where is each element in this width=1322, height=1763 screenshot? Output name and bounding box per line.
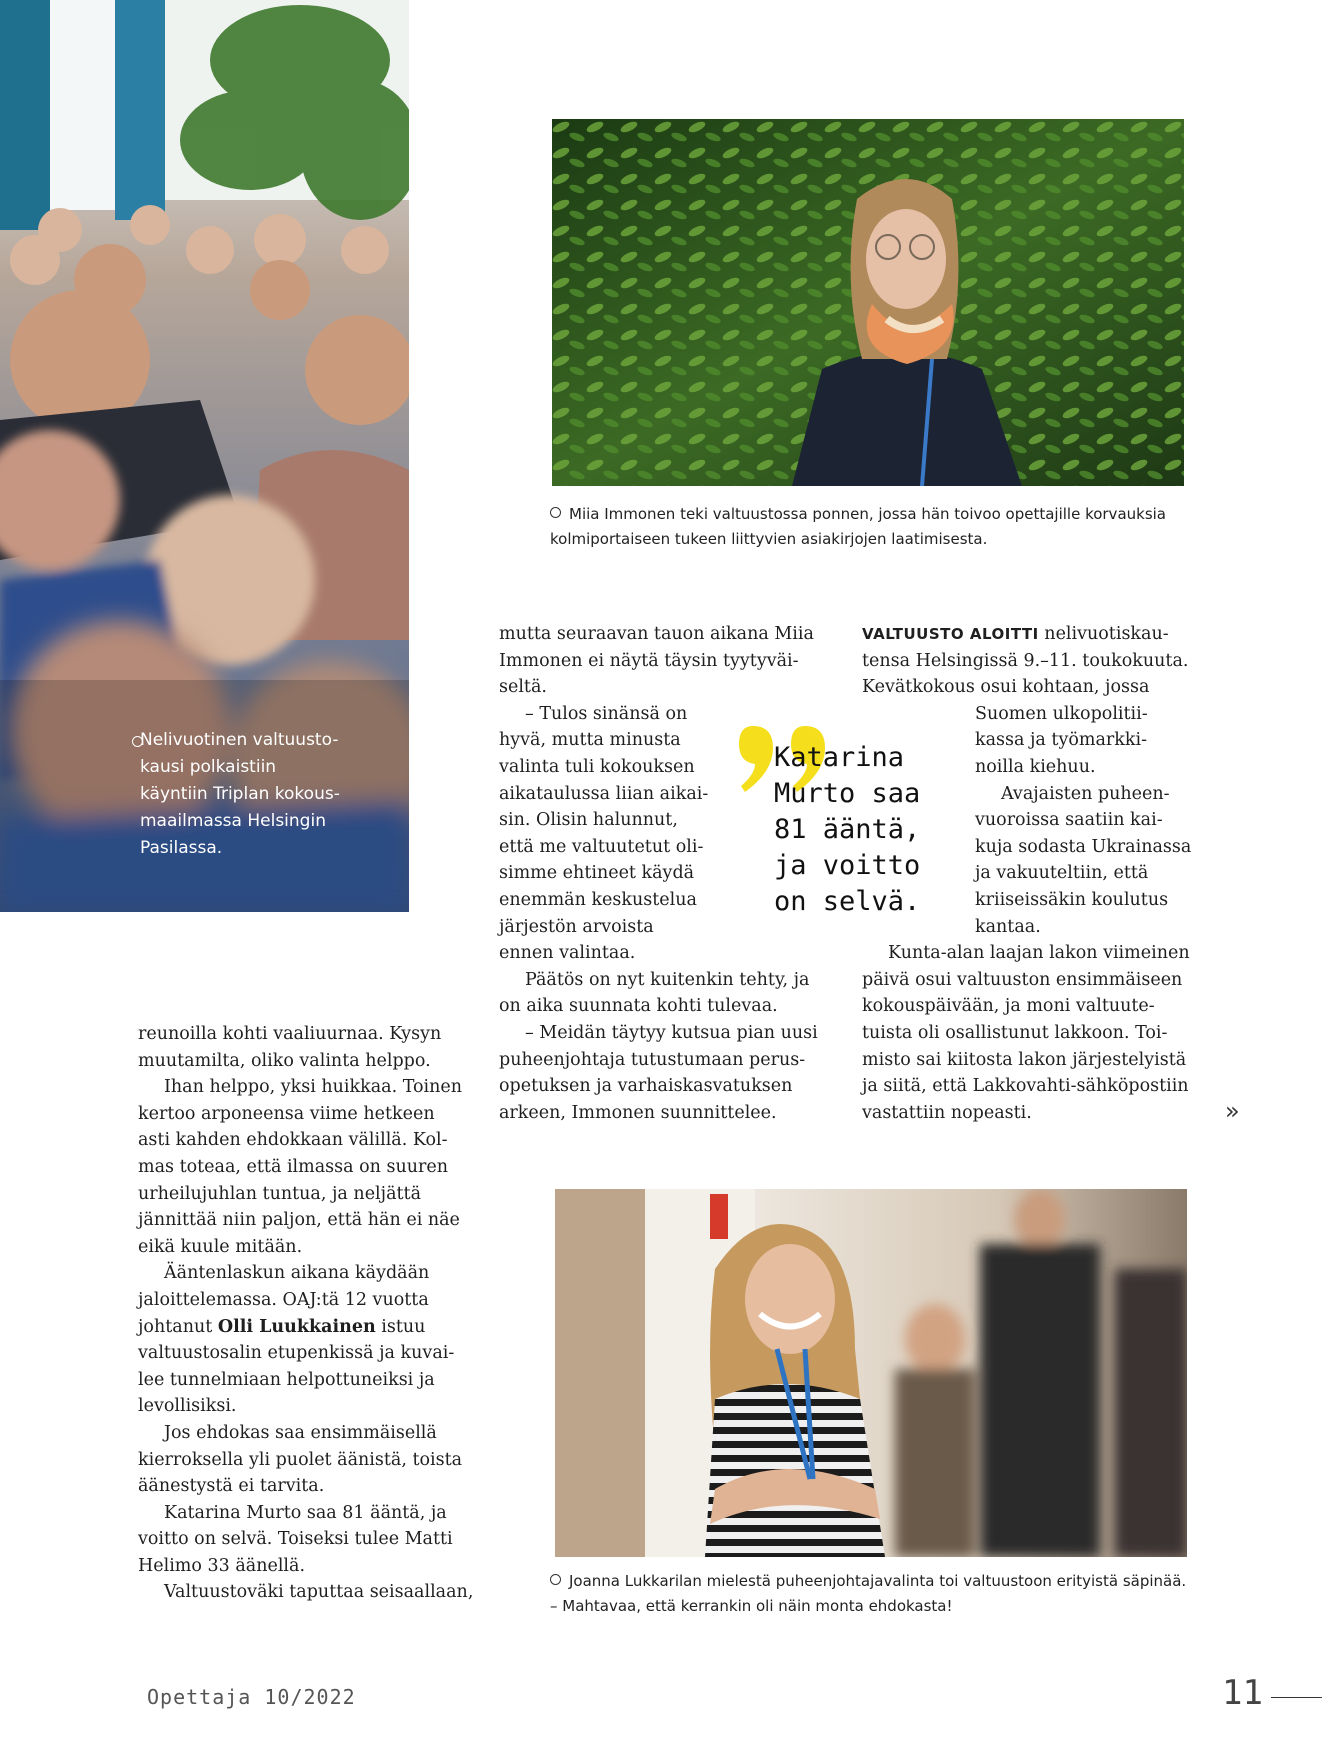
quote-line: ja voitto bbox=[774, 850, 921, 881]
article-column-3 bbox=[862, 621, 1192, 1126]
text-line: kantaa. bbox=[975, 916, 1041, 937]
text-line: aikataulussa liian aikai- bbox=[499, 783, 709, 804]
text-line: lee tunnelmiaan helpottuneiksi ja bbox=[138, 1369, 435, 1390]
publication-footer: Opettaja 10/2022 bbox=[147, 1685, 356, 1709]
text-line: Katarina Murto saa 81 ääntä, ja bbox=[164, 1502, 447, 1523]
text-line: voitto on selvä. Toiseksi tulee Matti bbox=[138, 1529, 453, 1550]
text-line: vastattiin nopeasti. bbox=[862, 1102, 1032, 1123]
text-line: sin. Olisin halunnut, bbox=[499, 810, 678, 831]
caption-line: Nelivuotinen valtuusto- bbox=[140, 730, 339, 750]
text-line: misto sai kiitosta lakon järjestelyistä bbox=[862, 1049, 1187, 1070]
text-line: Jos ehdokas saa ensimmäisellä bbox=[164, 1422, 437, 1443]
text-line: hyvä, mutta minusta bbox=[499, 730, 681, 751]
caption-bullet-icon bbox=[550, 1574, 561, 1585]
article-column-1 bbox=[138, 1021, 474, 1606]
caption-line: käyntiin Triplan kokous- bbox=[140, 784, 340, 804]
text-line: tensa Helsingissä 9.–11. toukokuuta. bbox=[862, 650, 1189, 671]
caption-bullet-icon bbox=[550, 507, 561, 518]
quote-line: Murto saa bbox=[774, 778, 921, 809]
caption-line: maailmassa Helsingin bbox=[140, 811, 326, 831]
text-line: on aika suunnata kohti tulevaa. bbox=[499, 996, 778, 1017]
text-line: Kevätkokous osui kohtaan, jossa bbox=[862, 677, 1150, 698]
caption-line: Miia Immonen teki valtuustossa ponnen, jossa hän toivoo opettajille korvauksia bbox=[569, 505, 1166, 523]
text-line: vuoroissa saatiin kai- bbox=[975, 810, 1163, 831]
text-line: Kunta-alan laajan lakon viimeinen bbox=[888, 943, 1190, 964]
text-line: levollisiksi. bbox=[138, 1396, 237, 1417]
text-line: reunoilla kohti vaaliuurnaa. Kysyn bbox=[138, 1024, 442, 1044]
text-fragment: johtanut bbox=[138, 1316, 218, 1337]
miia-photo bbox=[552, 119, 1184, 486]
text-line: valinta tuli kokouksen bbox=[499, 756, 695, 777]
text-line: päivä osui valtuuston ensimmäiseen bbox=[862, 969, 1183, 990]
quote-line: Katarina bbox=[774, 742, 905, 773]
text-line: arkeen, Immonen suunnittelee. bbox=[499, 1102, 777, 1123]
text-line: järjestön arvoista bbox=[499, 916, 654, 937]
caption-line: – Mahtavaa, että kerrankin oli näin monta ehdokasta! bbox=[550, 1597, 953, 1615]
text-line: Immonen ei näytä täysin tyytyväi- bbox=[499, 650, 799, 671]
text-line: Ääntenlaskun aikana käydään bbox=[164, 1263, 430, 1284]
lead-in: VALTUUSTO ALOITTI bbox=[862, 625, 1039, 643]
text-line: urheilujuhlan tuntua, ja neljättä bbox=[138, 1183, 421, 1204]
text-line: muutamilta, oliko valinta helppo. bbox=[138, 1050, 431, 1071]
text-line: kokouspäivään, ja moni valtuute- bbox=[862, 996, 1155, 1017]
text-line: puheenjohtaja tutustumaan perus- bbox=[499, 1049, 806, 1070]
person-name: Olli Luukkainen bbox=[217, 1316, 376, 1337]
text-line bbox=[138, 1314, 468, 1341]
text-line: valtuustosalin etupenkissä ja kuvai- bbox=[138, 1343, 455, 1364]
text-line: äänestystä ei tarvita. bbox=[138, 1476, 325, 1497]
text-fragment: nelivuotiskau- bbox=[1038, 624, 1169, 644]
audience-caption bbox=[140, 727, 390, 862]
caption-line: Joanna Lukkarilan mielestä puheenjohtajavalinta toi valtuustoon erityistä säpinää. bbox=[569, 1572, 1187, 1590]
text-fragment: istuu bbox=[375, 1316, 426, 1337]
text-line: Avajaisten puheen- bbox=[1001, 783, 1170, 804]
text-line: ennen valintaa. bbox=[499, 943, 636, 964]
text-line: – Meidän täytyy kutsua pian uusi bbox=[525, 1022, 818, 1043]
page-number-rule bbox=[1271, 1697, 1322, 1698]
text-line: kassa ja työmarkki- bbox=[975, 730, 1147, 751]
text-line: jaloittelemassa. OAJ:tä 12 vuotta bbox=[138, 1289, 429, 1310]
caption-line: kausi polkaistiin bbox=[140, 757, 277, 777]
text-line: Ihan helppo, yksi huikkaa. Toinen bbox=[164, 1077, 463, 1098]
text-line: enemmän keskustelua bbox=[499, 889, 697, 910]
text-line: simme ehtineet käydä bbox=[499, 863, 695, 884]
text-line: kriiseissäkin koulutus bbox=[975, 889, 1169, 910]
text-line: Päätös on nyt kuitenkin tehty, ja bbox=[525, 969, 810, 990]
text-line: jännittää niin paljon, että hän ei näe bbox=[138, 1210, 460, 1231]
text-line: ja siitä, että Lakkovahti-sähköpostiin bbox=[862, 1076, 1189, 1097]
text-line: ja vakuuteltiin, että bbox=[975, 863, 1149, 884]
text-line: mutta seuraavan tauon aikana Miia bbox=[499, 624, 814, 644]
caption-line: kolmiportaiseen tukeen liittyvien asiakirjojen laatimisesta. bbox=[550, 530, 988, 548]
miia-caption bbox=[550, 502, 1190, 552]
text-line: Valtuustoväki taputtaa seisaallaan, bbox=[164, 1582, 474, 1603]
text-line bbox=[862, 621, 1192, 648]
joanna-caption bbox=[550, 1569, 1210, 1619]
quote-line: on selvä. bbox=[774, 886, 921, 917]
wrapped-text bbox=[862, 701, 1192, 940]
joanna-photo bbox=[555, 1189, 1187, 1557]
text-line: seltä. bbox=[499, 677, 547, 698]
text-line: noilla kiehuu. bbox=[975, 756, 1096, 777]
quote-line: 81 ääntä, bbox=[774, 814, 921, 845]
text-line: kertoo arponeensa viime hetkeen bbox=[138, 1103, 435, 1124]
text-line: eikä kuule mitään. bbox=[138, 1236, 303, 1257]
text-line: Suomen ulkopolitii- bbox=[975, 703, 1148, 724]
text-line: – Tulos sinänsä on bbox=[525, 703, 688, 724]
text-line: mas toteaa, että ilmassa on suuren bbox=[138, 1156, 449, 1177]
text-line: tuista oli osallistunut lakkoon. Toi- bbox=[862, 1022, 1168, 1043]
continue-double-chevron-icon[interactable]: » bbox=[1225, 1097, 1240, 1125]
page-number: 11 bbox=[1222, 1673, 1263, 1713]
text-line: Helimo 33 äänellä. bbox=[138, 1555, 306, 1576]
text-line: asti kahden ehdokkaan välillä. Kol- bbox=[138, 1130, 448, 1151]
text-line: että me valtuutetut oli- bbox=[499, 836, 704, 857]
caption-line: Pasilassa. bbox=[140, 838, 223, 858]
caption-bullet-icon bbox=[132, 736, 143, 747]
text-line: kuja sodasta Ukrainassa bbox=[975, 836, 1192, 857]
text-line: opetuksen ja varhaiskasvatuksen bbox=[499, 1076, 793, 1097]
text-line: kierroksella yli puolet äänistä, toista bbox=[138, 1449, 463, 1470]
